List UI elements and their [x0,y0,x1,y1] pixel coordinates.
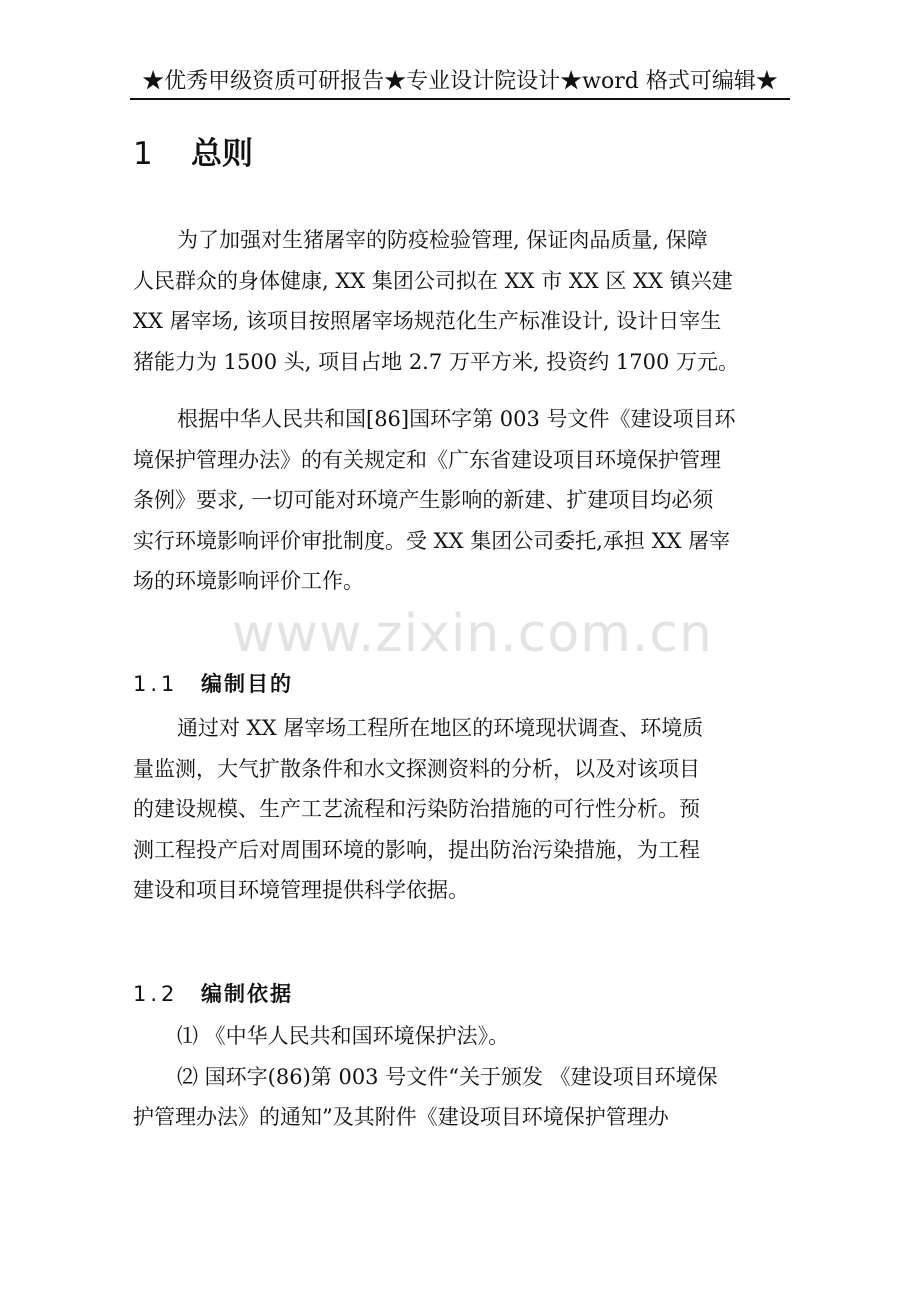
section-heading-1-2 [133,977,293,1011]
intro-paragraph-1 [133,220,787,382]
paragraph-line: 根据中华人民共和国[86]国环字第 003 号文件《建设项目环 [177,407,736,431]
paragraph-line: 场的环境影响评价工作。 [133,569,364,593]
paragraph-line: 建设和项目环境管理提供科学依据。 [133,878,469,902]
section-1-2-list [133,1016,787,1138]
paragraph-line: 实行环境影响评价审批制度。受 XX 集团公司委托,承担 XX 屠宰 [133,528,731,553]
section-number: 1.2 [133,982,179,1006]
document-header-banner: ★优秀甲级资质可研报告★专业设计院设计★word 格式可编辑★ [130,66,790,100]
paragraph-line: XX 屠宰场, 该项目按照屠宰场规范化生产标准设计, 设计日宰生 [133,309,722,333]
section-heading-1-1 [133,667,293,701]
intro-paragraph-2 [133,399,787,602]
paragraph-line: 境保护管理办法》的有关规定和《广东省建设项目环境保护管理 [133,447,721,472]
chapter-title: 总则 [191,136,253,172]
list-item-continuation: 护管理办法》的通知”及其附件《建设项目环境保护管理办 [133,1105,669,1129]
paragraph-line: 条例》要求, 一切可能对环境产生影响的新建、扩建项目均必须 [133,488,714,512]
paragraph-line: 通过对 XX 屠宰场工程所在地区的环境现状调查、环境质 [177,716,704,740]
paragraph-line: 人民群众的身体健康, XX 集团公司拟在 XX 市 XX 区 XX 镇兴建 [133,268,733,293]
section-1-1-paragraph [133,708,787,911]
list-item: ⑴ 《中华人民共和国环境保护法》。 [177,1024,510,1048]
section-number: 1.1 [133,672,179,696]
paragraph-line: 测工程投产后对周围环境的影响，提出防治污染措施，为工程 [133,837,700,862]
paragraph-line: 猪能力为 1500 头, 项目占地 2.7 万平方米, 投资约 1700 万元。 [133,349,740,374]
paragraph-line: 量监测，大气扩散条件和水文探测资料的分析，以及对该项目 [133,756,700,781]
section-title: 编制目的 [201,672,293,696]
chapter-heading [133,132,253,176]
list-item: ⑵ 国环字(86)第 003 号文件“关于颁发 《建设项目环境保 [177,1064,718,1089]
paragraph-line: 的建设规模、生产工艺流程和污染防治措施的可行性分析。预 [133,797,700,821]
paragraph-line: 为了加强对生猪屠宰的防疫检验管理, 保证肉品质量, 保障 [177,228,708,252]
watermark: www.zixin.com.cn [232,604,713,664]
section-title: 编制依据 [201,982,293,1006]
chapter-number: 1 [133,136,153,172]
